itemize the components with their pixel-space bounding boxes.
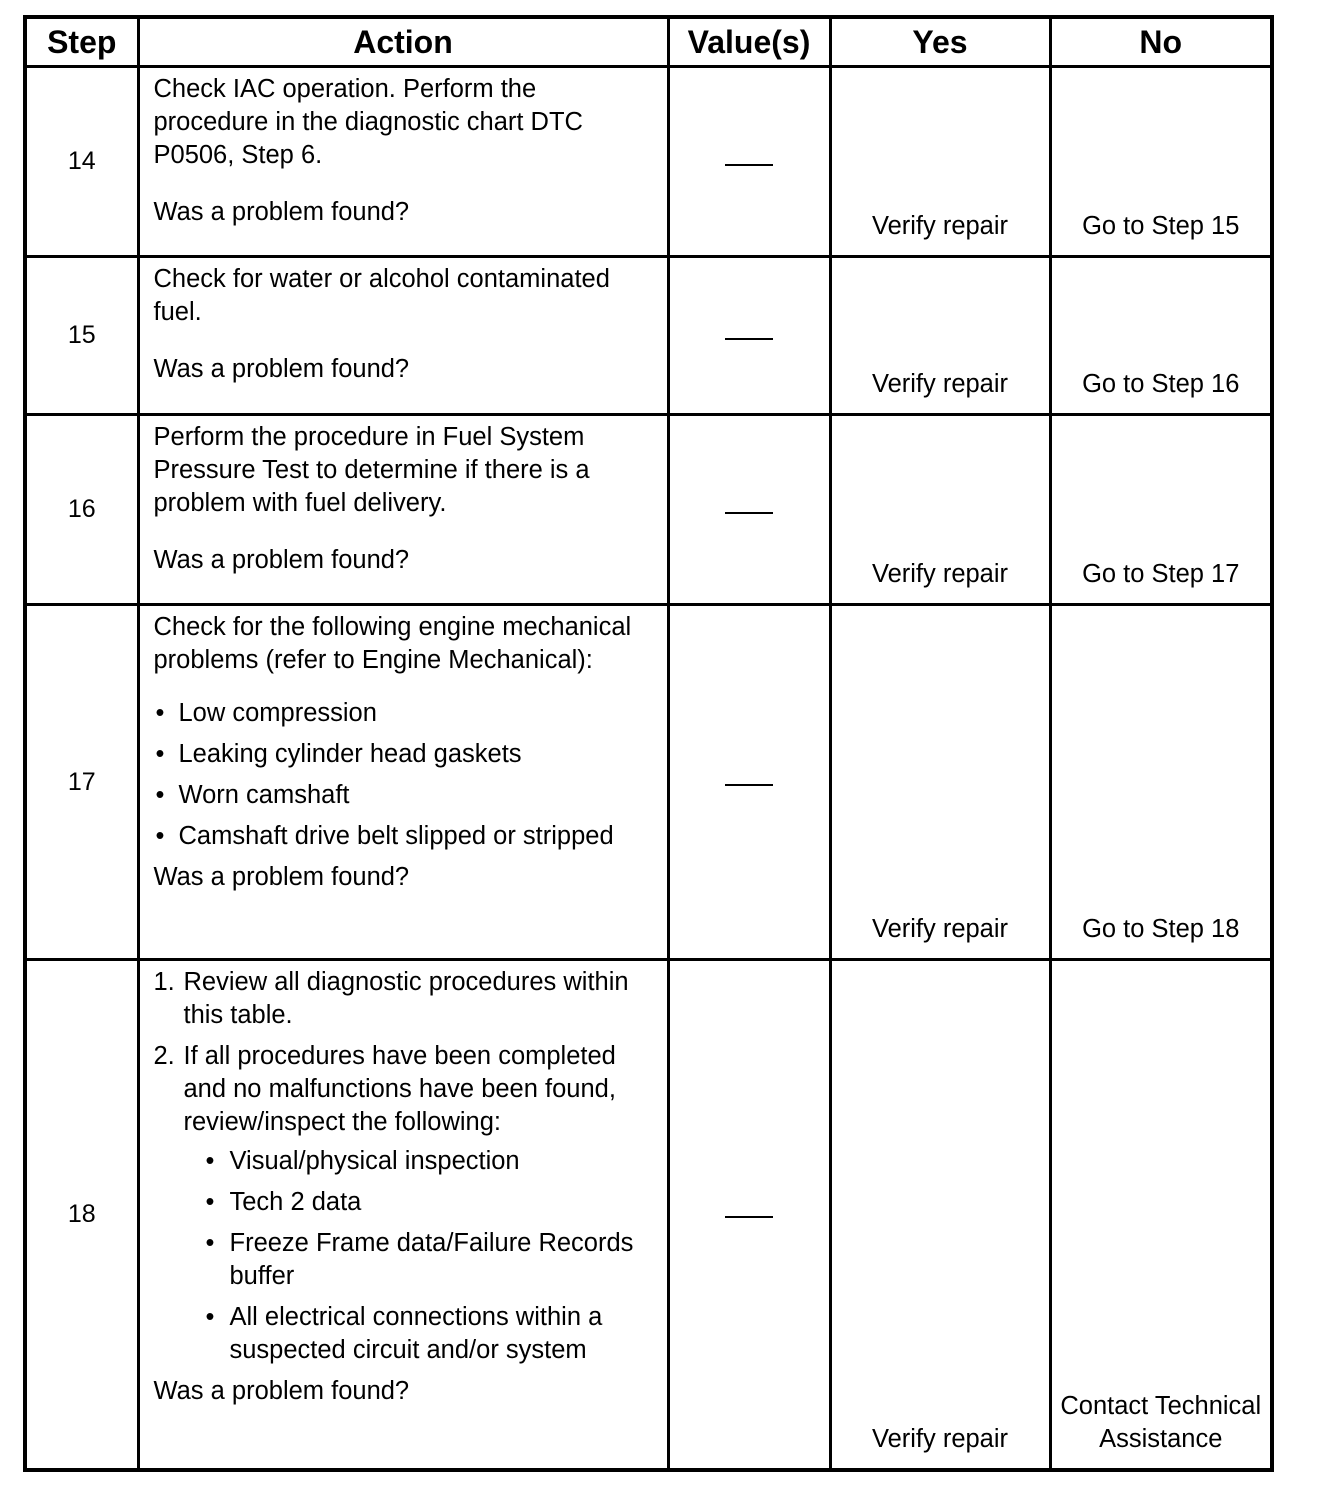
list-item bbox=[154, 966, 657, 1032]
list-text: If all procedures have been completed and no malfunctions have been found, review/inspect the following: bbox=[183, 1042, 616, 1136]
action-text: Perform the procedure in Fuel System Pressure Test to determine if there is a problem with fuel delivery. bbox=[153, 423, 590, 517]
table-row-step-14 bbox=[25, 67, 1272, 257]
no-cell: Contact Technical Assistance bbox=[1050, 960, 1272, 1470]
action-cell bbox=[138, 960, 668, 1470]
header-no: No bbox=[1050, 17, 1272, 67]
value-cell bbox=[668, 257, 830, 415]
header-row bbox=[25, 17, 1272, 67]
list-text: Review all diagnostic procedures within this table. bbox=[183, 968, 629, 1029]
header-action: Action bbox=[138, 17, 668, 67]
yes-cell: Verify repair bbox=[830, 605, 1050, 960]
action-text: Check for water or alcohol contaminated fuel. bbox=[153, 265, 610, 326]
header-yes: Yes bbox=[830, 17, 1050, 67]
value-cell bbox=[668, 960, 830, 1470]
no-cell: Go to Step 15 bbox=[1050, 67, 1272, 257]
action-cell bbox=[138, 257, 668, 415]
action-cell bbox=[138, 67, 668, 257]
sub-bullet-list bbox=[184, 1145, 657, 1367]
list-item: • Tech 2 data bbox=[204, 1186, 657, 1219]
no-cell: Go to Step 17 bbox=[1050, 415, 1272, 605]
action-cell bbox=[138, 605, 668, 960]
table-row-step-15 bbox=[25, 257, 1272, 415]
question-text: Was a problem found? bbox=[153, 355, 410, 383]
question-text: Was a problem found? bbox=[153, 198, 410, 226]
header-step: Step bbox=[25, 17, 138, 67]
list-item bbox=[154, 1040, 657, 1367]
action-cell bbox=[138, 415, 668, 605]
yes-cell: Verify repair bbox=[830, 960, 1050, 1470]
diagnostic-table bbox=[23, 15, 1274, 1472]
list-item: • Visual/physical inspection bbox=[204, 1145, 657, 1178]
numbered-list bbox=[154, 966, 657, 1367]
question-text: Was a problem found? bbox=[153, 863, 410, 891]
list-item: • Camshaft drive belt slipped or stripped bbox=[154, 820, 657, 853]
table-row-step-17 bbox=[25, 605, 1272, 960]
value-cell bbox=[668, 415, 830, 605]
list-number: 1. bbox=[153, 968, 175, 996]
no-cell: Go to Step 16 bbox=[1050, 257, 1272, 415]
value-dash bbox=[725, 784, 773, 786]
question-text: Was a problem found? bbox=[153, 546, 410, 574]
yes-cell: Verify repair bbox=[830, 67, 1050, 257]
list-item: • Worn camshaft bbox=[154, 779, 657, 812]
value-dash bbox=[725, 164, 773, 166]
value-dash bbox=[725, 338, 773, 340]
step-number: 15 bbox=[25, 257, 138, 415]
value-dash bbox=[725, 512, 773, 514]
list-number: 2. bbox=[153, 1042, 175, 1070]
step-number: 16 bbox=[25, 415, 138, 605]
value-cell bbox=[668, 67, 830, 257]
bullet-list bbox=[154, 697, 657, 853]
step-number: 17 bbox=[25, 605, 138, 960]
yes-cell: Verify repair bbox=[830, 415, 1050, 605]
list-item: • Leaking cylinder head gaskets bbox=[154, 738, 657, 771]
step-number: 14 bbox=[25, 67, 138, 257]
step-number: 18 bbox=[25, 960, 138, 1470]
value-dash bbox=[725, 1216, 773, 1218]
action-text: Check IAC operation. Perform the procedure in the diagnostic chart DTC P0506, Step 6. bbox=[153, 75, 583, 169]
question-text: Was a problem found? bbox=[153, 1377, 410, 1405]
yes-cell: Verify repair bbox=[830, 257, 1050, 415]
action-text: Check for the following engine mechanical problems (refer to Engine Mechanical): bbox=[153, 613, 632, 674]
value-cell bbox=[668, 605, 830, 960]
table-row-step-18 bbox=[25, 960, 1272, 1470]
no-cell: Go to Step 18 bbox=[1050, 605, 1272, 960]
list-item: • All electrical connections within a suspected circuit and/or system bbox=[204, 1301, 657, 1367]
table-row-step-16 bbox=[25, 415, 1272, 605]
list-item: • Freeze Frame data/Failure Records buffer bbox=[204, 1227, 657, 1293]
list-item: • Low compression bbox=[154, 697, 657, 730]
header-values: Value(s) bbox=[668, 17, 830, 67]
